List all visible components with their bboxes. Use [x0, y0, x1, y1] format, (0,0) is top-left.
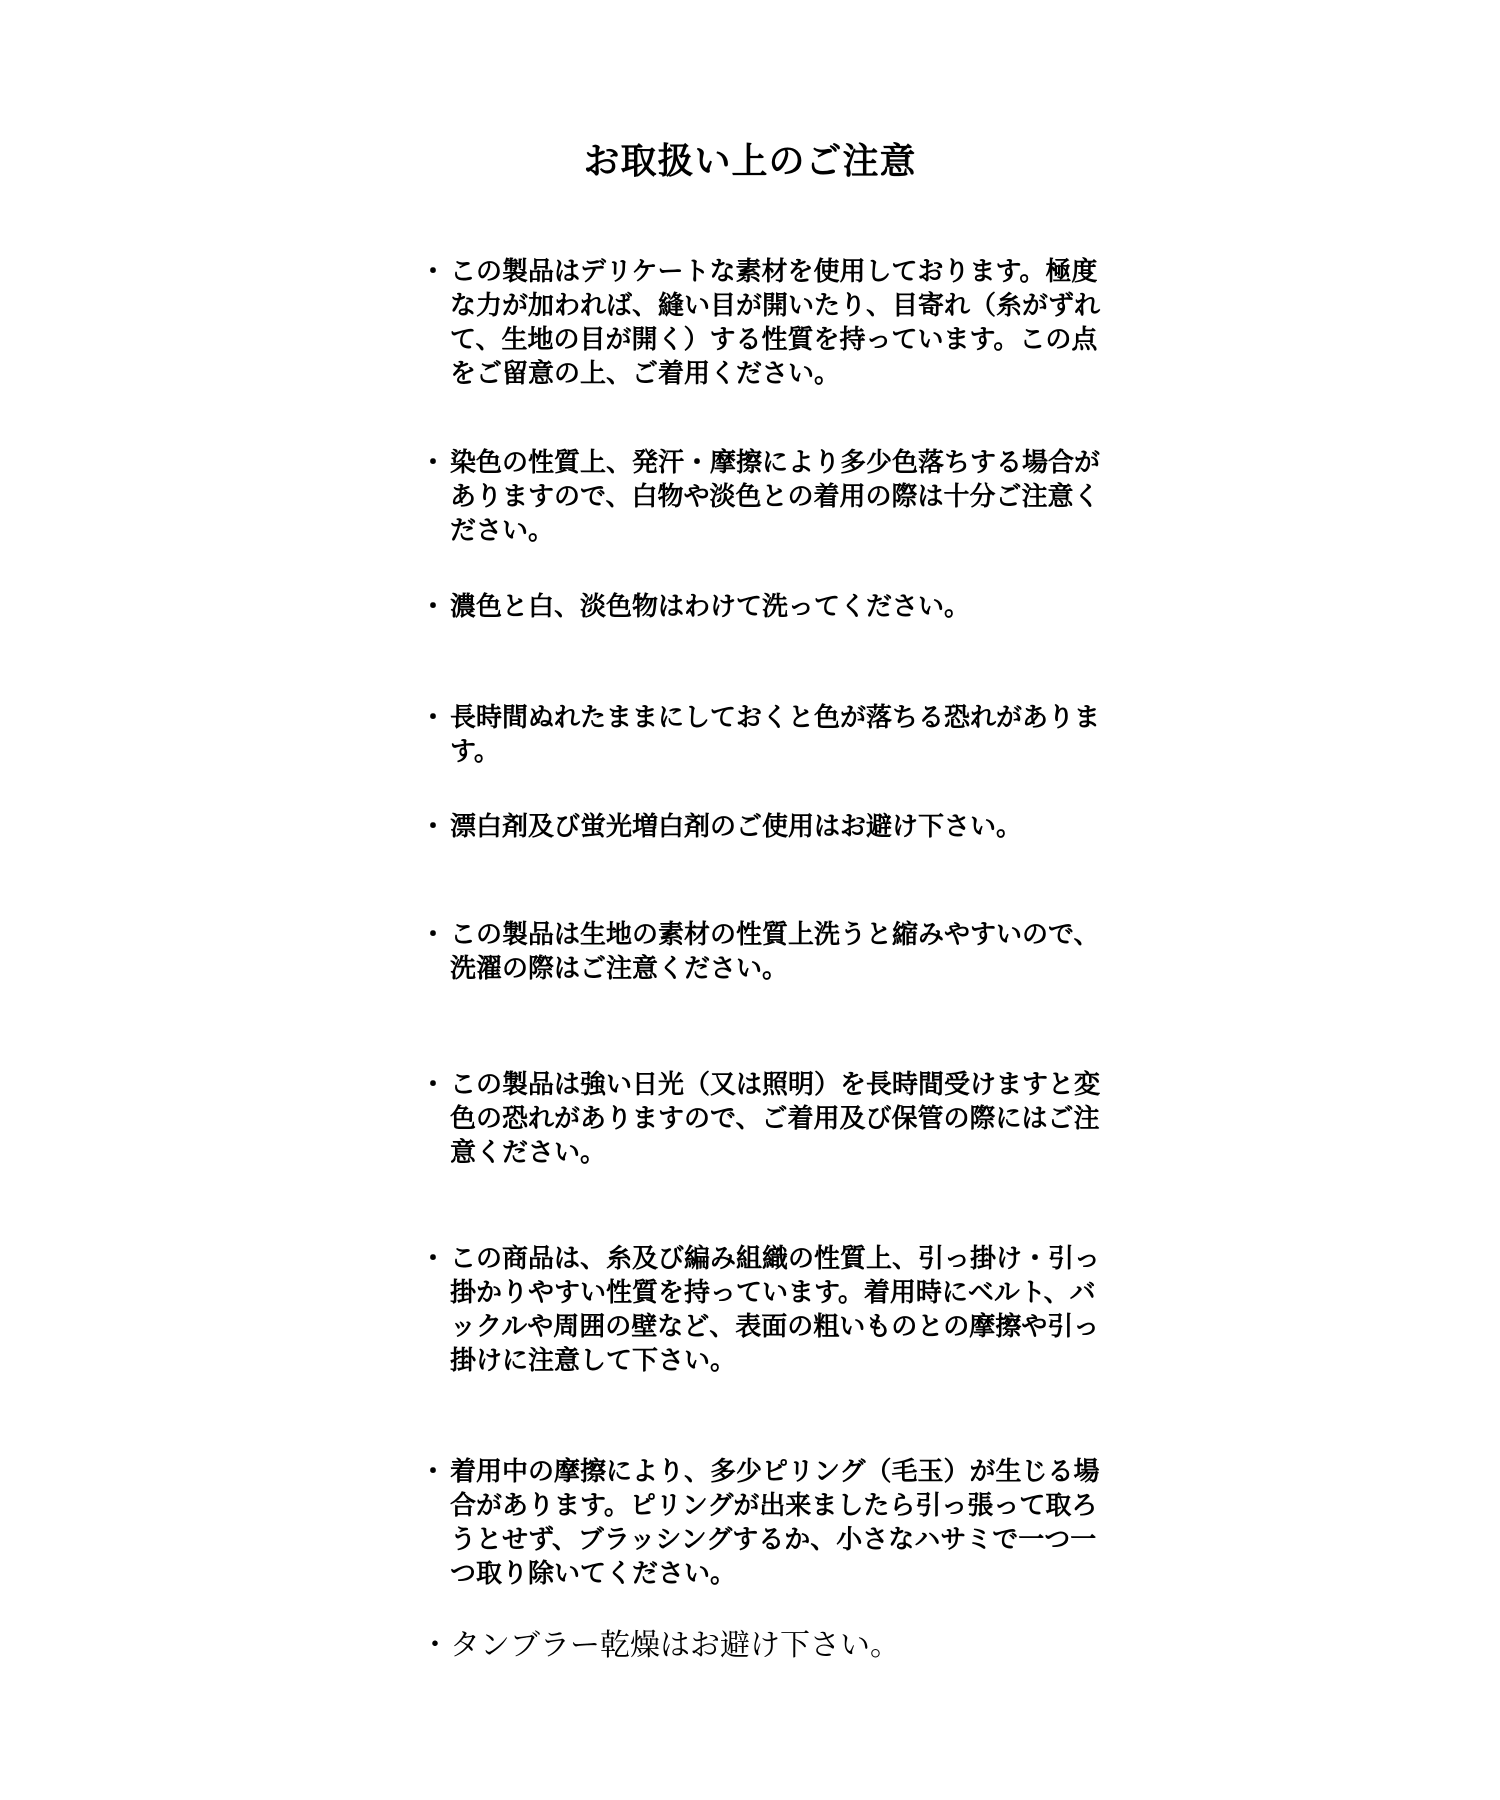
bullet-marker: ・	[420, 1457, 447, 1487]
care-note-delicate-material	[420, 255, 1100, 391]
care-note-text: この製品はデリケートな素材を使用しております。極度な力が加われば、縫い目が開いたり、目寄れ（糸がずれて、生地の目が開く）する性質を持っています。この点をご留意の上、ご着用ください。	[450, 257, 1101, 389]
bullet-marker: ・	[420, 1628, 450, 1663]
care-note-no-bleach	[420, 810, 1100, 844]
care-note-text: この製品は強い日光（又は照明）を長時間受けますと変色の恐れがありますので、ご着用及び保管の際にはご注意ください。	[450, 1070, 1101, 1168]
care-note-separate-wash	[420, 590, 1100, 624]
care-note-wet-fading	[420, 701, 1100, 769]
care-note-text: この商品は、糸及び編み組織の性質上、引っ掛け・引っ掛かりやすい性質を持っています。着用時にベルト、バックルや周囲の壁など、表面の粗いものとの摩擦や引っ掛けに注意して下さい。	[450, 1244, 1101, 1376]
bullet-marker: ・	[420, 257, 447, 287]
bullet-marker: ・	[420, 1070, 447, 1100]
care-note-text: 濃色と白、淡色物はわけて洗ってください。	[450, 592, 971, 622]
bullet-marker: ・	[420, 1244, 447, 1274]
bullet-marker: ・	[420, 592, 447, 622]
care-note-text: 漂白剤及び蛍光増白剤のご使用はお避け下さい。	[450, 812, 1023, 842]
care-note-pilling	[420, 1455, 1100, 1591]
page-title: お取扱い上のご注意	[583, 141, 917, 182]
care-note-no-tumble-dry	[420, 1627, 1100, 1665]
bullet-marker: ・	[420, 920, 447, 950]
care-note-sunlight	[420, 1068, 1100, 1170]
care-note-text: 染色の性質上、発汗・摩擦により多少色落ちする場合がありますので、白物や淡色との着用の際は十分ご注意ください。	[450, 448, 1101, 546]
care-note-color-bleeding	[420, 446, 1100, 548]
care-note-shrinkage	[420, 918, 1100, 986]
care-note-text: この製品は生地の素材の性質上洗うと縮みやすいので、洗濯の際はご注意ください。	[450, 920, 1100, 984]
care-note-text: 着用中の摩擦により、多少ピリング（毛玉）が生じる場合があります。ピリングが出来ましたら引っ張って取ろうとせず、ブラッシングするか、小さなハサミで一つ一つ取り除いてください。	[450, 1457, 1100, 1589]
care-note-snagging	[420, 1242, 1100, 1378]
bullet-marker: ・	[420, 812, 447, 842]
bullet-marker: ・	[420, 703, 447, 733]
bullet-marker: ・	[420, 448, 447, 478]
care-note-text: 長時間ぬれたままにしておくと色が落ちる恐れがあります。	[450, 703, 1101, 767]
care-note-text: タンブラー乾燥はお避け下さい。	[450, 1628, 900, 1663]
